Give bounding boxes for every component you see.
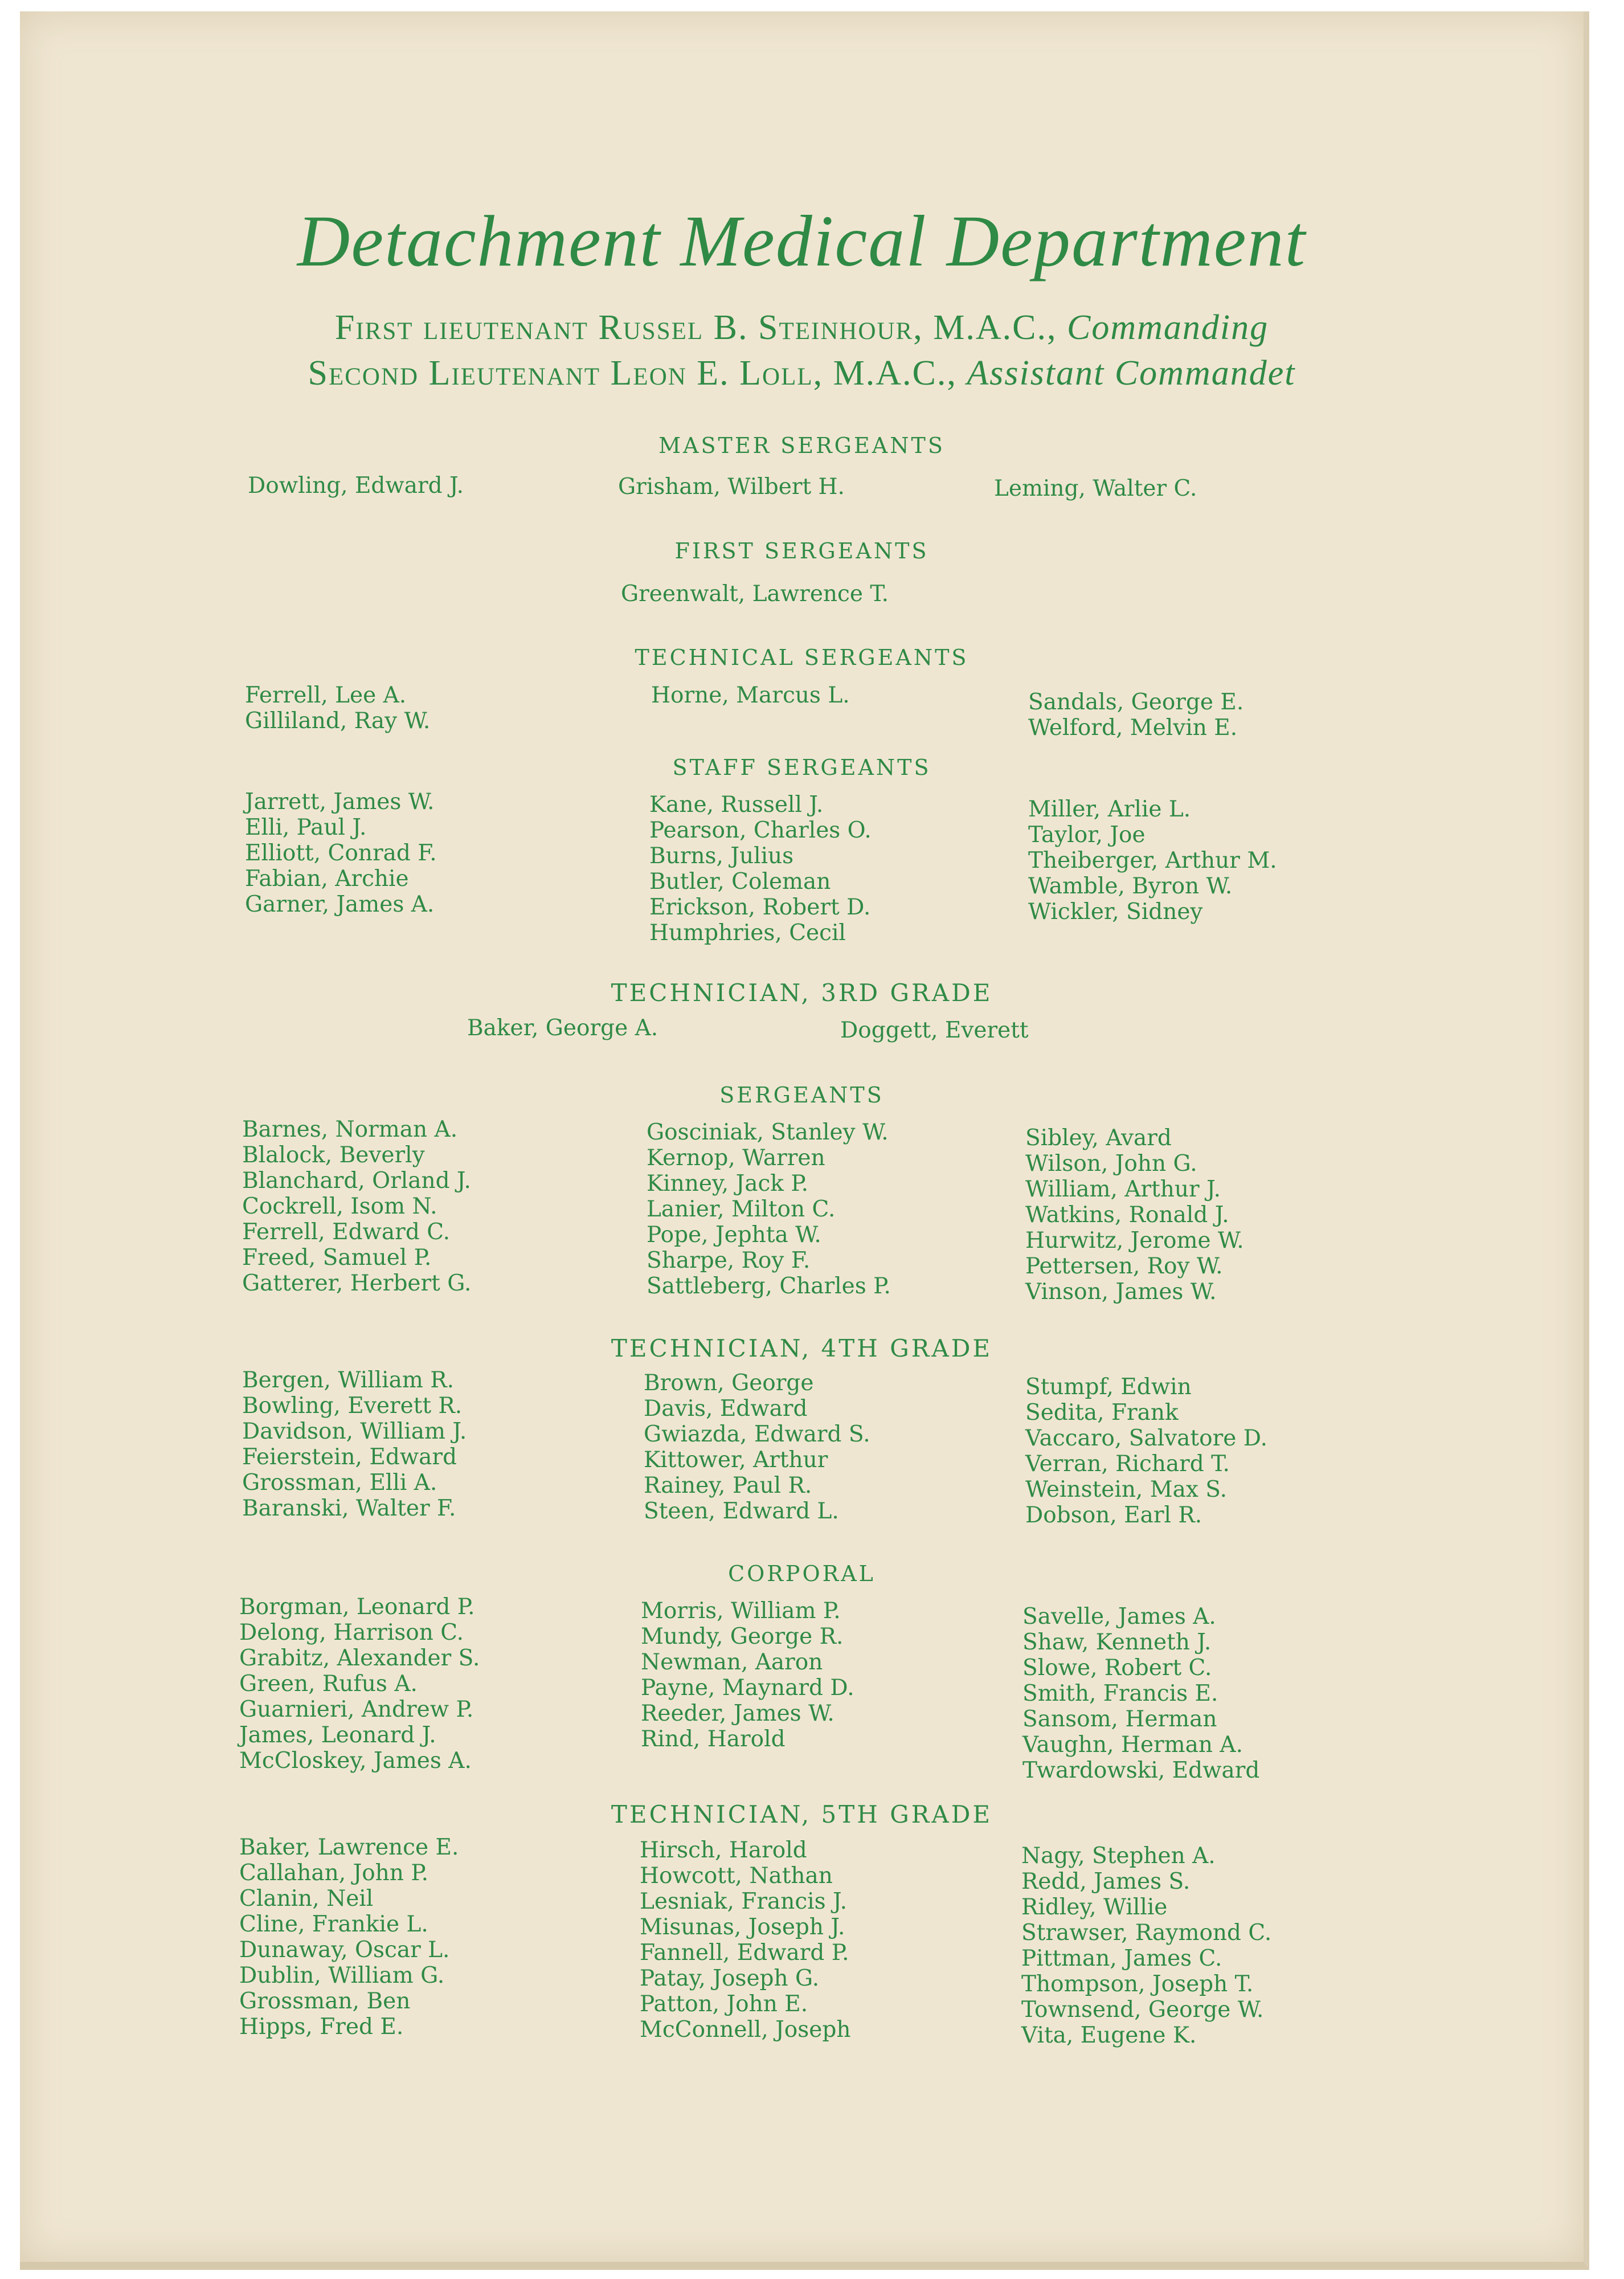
roster-name: Sattleberg, Charles P. xyxy=(647,1273,891,1299)
rank-heading-corporal: CORPORAL xyxy=(728,1561,876,1586)
roster-name: Doggett, Everett xyxy=(840,1018,1029,1043)
rank-heading-technician-4th-grade: TECHNICIAN, 4TH GRADE xyxy=(611,1334,993,1362)
roster-name: Greenwalt, Lawrence T. xyxy=(621,581,889,607)
roster-name: Horne, Marcus L. xyxy=(651,683,850,708)
roster-name: Blalock, Beverly xyxy=(242,1142,425,1168)
rank-heading-staff-sergeants: STAFF SERGEANTS xyxy=(672,755,931,780)
roster-name: Kittower, Arthur xyxy=(644,1447,828,1473)
roster-name: Welford, Melvin E. xyxy=(1028,715,1238,741)
name-column xyxy=(641,1598,854,1752)
roster-name: Patay, Joseph G. xyxy=(640,1966,820,1991)
roster-name: Wilson, John G. xyxy=(1025,1151,1197,1177)
roster-name: Verran, Richard T. xyxy=(1025,1451,1230,1477)
roster-name: Theiberger, Arthur M. xyxy=(1028,848,1277,873)
rank-heading-sergeants: SERGEANTS xyxy=(719,1083,884,1108)
roster-name: Stumpf, Edwin xyxy=(1025,1374,1192,1400)
roster-name: Dobson, Earl R. xyxy=(1025,1502,1202,1528)
name-column xyxy=(649,792,872,946)
roster-name: Vaccaro, Salvatore D. xyxy=(1025,1426,1267,1451)
roster-name: Shaw, Kenneth J. xyxy=(1022,1629,1212,1655)
roster-name: Davidson, William J. xyxy=(242,1419,467,1444)
roster-name: William, Arthur J. xyxy=(1025,1177,1221,1202)
roster-name: Grisham, Wilbert H. xyxy=(618,474,845,500)
roster-name: Erickson, Robert D. xyxy=(649,895,871,920)
roster-name: Misunas, Joseph J. xyxy=(640,1914,845,1940)
name-column xyxy=(994,476,1197,501)
roster-name: Slowe, Robert C. xyxy=(1022,1655,1212,1681)
officer-role: Assistant Commandet xyxy=(967,354,1296,393)
roster-name: Weinstein, Max S. xyxy=(1025,1477,1228,1502)
roster-name: Elli, Paul J. xyxy=(245,815,367,840)
roster-name: Borgman, Leonard P. xyxy=(239,1594,475,1620)
roster-name: Fannell, Edward P. xyxy=(640,1940,849,1966)
rank-heading-master-sergeants: MASTER SERGEANTS xyxy=(658,433,945,458)
rank-heading-technician-3rd-grade: TECHNICIAN, 3RD GRADE xyxy=(611,979,993,1007)
roster-name: Sansom, Herman xyxy=(1022,1706,1217,1732)
roster-name: Pittman, James C. xyxy=(1021,1946,1222,1971)
roster-name: Cline, Frankie L. xyxy=(239,1912,428,1937)
roster-name: Vita, Eugene K. xyxy=(1021,2023,1197,2048)
roster-name: Sibley, Avard xyxy=(1025,1125,1172,1151)
name-column xyxy=(1028,689,1243,741)
roster-name: Grabitz, Alexander S. xyxy=(239,1645,480,1671)
name-column xyxy=(1025,1125,1244,1305)
roster-name: Strawser, Raymond C. xyxy=(1021,1920,1272,1946)
roster-name: Wamble, Byron W. xyxy=(1028,873,1233,899)
roster-name: Baker, Lawrence E. xyxy=(239,1835,459,1860)
roster-name: Hipps, Fred E. xyxy=(239,2014,404,2040)
roster-name: Lanier, Milton C. xyxy=(647,1196,836,1222)
name-column xyxy=(621,581,889,607)
name-column xyxy=(242,1367,467,1521)
roster-name: Hirsch, Harold xyxy=(640,1837,807,1863)
roster-name: Townsend, George W. xyxy=(1021,1997,1264,2023)
roster-name: Pettersen, Roy W. xyxy=(1025,1253,1223,1279)
roster-name: Vinson, James W. xyxy=(1025,1279,1217,1305)
roster-name: Gosciniak, Stanley W. xyxy=(647,1120,889,1145)
roster-name: Lesniak, Francis J. xyxy=(640,1889,848,1914)
roster-name: Steen, Edward L. xyxy=(644,1498,839,1524)
commanding-officer-line xyxy=(20,308,1584,348)
roster-name: Pope, Jephta W. xyxy=(647,1222,821,1248)
roster-name: Smith, Francis E. xyxy=(1022,1681,1218,1706)
roster-name: Dowling, Edward J. xyxy=(248,473,464,499)
roster-name: Humphries, Cecil xyxy=(649,920,846,946)
name-column xyxy=(242,1117,471,1296)
roster-name: Newman, Aaron xyxy=(641,1649,823,1675)
roster-name: Fabian, Archie xyxy=(245,866,409,892)
roster-name: Callahan, John P. xyxy=(239,1860,429,1886)
name-column xyxy=(467,1015,658,1041)
roster-name: Baranski, Walter F. xyxy=(242,1496,456,1521)
name-column xyxy=(245,683,430,734)
name-column xyxy=(1028,797,1277,925)
name-column xyxy=(248,473,464,499)
roster-name: McConnell, Joseph xyxy=(640,2017,851,2043)
roster-name: Taylor, Joe xyxy=(1028,822,1146,848)
roster-name: Miller, Arlie L. xyxy=(1028,797,1191,822)
roster-name: Elliott, Conrad F. xyxy=(245,840,437,866)
roster-name: Pearson, Charles O. xyxy=(649,818,872,843)
rank-heading-first-sergeants: FIRST SERGEANTS xyxy=(674,538,929,563)
officer-name: First lieutenant Russel B. Steinhour, M.A.C., xyxy=(334,308,1057,347)
roster-name: Brown, George xyxy=(644,1370,814,1396)
roster-name: Morris, William P. xyxy=(641,1598,841,1624)
roster-name: Guarnieri, Andrew P. xyxy=(239,1697,474,1722)
roster-name: Vaughn, Herman A. xyxy=(1022,1732,1243,1758)
name-column xyxy=(644,1370,870,1524)
roster-name: Ridley, Willie xyxy=(1021,1894,1168,1920)
roster-name: Bergen, William R. xyxy=(242,1367,455,1393)
name-column xyxy=(647,1120,891,1299)
roster-name: Wickler, Sidney xyxy=(1028,899,1203,925)
roster-name: Ferrell, Edward C. xyxy=(242,1219,451,1245)
roster-name: Freed, Samuel P. xyxy=(242,1245,432,1271)
roster-name: Thompson, Joseph T. xyxy=(1021,1971,1254,1997)
roster-name: Garner, James A. xyxy=(245,892,435,917)
page-title: Detachment Medical Department xyxy=(297,201,1307,281)
roster-name: Bowling, Everett R. xyxy=(242,1393,463,1419)
rank-heading-technician-5th-grade: TECHNICIAN, 5TH GRADE xyxy=(611,1800,993,1828)
roster-name: Burns, Julius xyxy=(649,843,794,869)
roster-name: Gatterer, Herbert G. xyxy=(242,1271,472,1296)
roster-name: Gwiazda, Edward S. xyxy=(644,1422,870,1447)
roster-name: James, Leonard J. xyxy=(239,1722,436,1748)
name-column xyxy=(1025,1374,1267,1528)
name-column xyxy=(239,1835,459,2040)
name-column xyxy=(840,1018,1029,1043)
name-column xyxy=(1022,1604,1259,1783)
roster-name: Mundy, George R. xyxy=(641,1624,844,1649)
roster-name: Davis, Edward xyxy=(644,1396,808,1422)
roster-name: Sharpe, Roy F. xyxy=(647,1248,811,1273)
roster-name: Grossman, Ben xyxy=(239,1988,411,2014)
roster-name: Redd, James S. xyxy=(1021,1869,1191,1894)
roster-name: Blanchard, Orland J. xyxy=(242,1168,471,1194)
roster-name: Leming, Walter C. xyxy=(994,476,1197,501)
assistant-officer-line xyxy=(20,353,1584,394)
roster-name: Jarrett, James W. xyxy=(245,789,435,815)
name-column xyxy=(1021,1843,1271,2048)
roster-name: Baker, George A. xyxy=(467,1015,658,1041)
rank-heading-technical-sergeants: TECHNICAL SERGEANTS xyxy=(635,645,969,670)
roster-name: Cockrell, Isom N. xyxy=(242,1194,437,1219)
roster-name: Dunaway, Oscar L. xyxy=(239,1937,450,1963)
roster-name: Kinney, Jack P. xyxy=(647,1171,809,1196)
name-column xyxy=(239,1594,480,1774)
roster-name: Dublin, William G. xyxy=(239,1963,445,1988)
officer-role: Commanding xyxy=(1067,308,1269,347)
roster-name: Kane, Russell J. xyxy=(649,792,824,818)
roster-name: Reeder, James W. xyxy=(641,1701,835,1726)
roster-name: McCloskey, James A. xyxy=(239,1748,472,1774)
roster-name: Gilliland, Ray W. xyxy=(245,708,431,734)
roster-name: Nagy, Stephen A. xyxy=(1021,1843,1216,1869)
roster-name: Grossman, Elli A. xyxy=(242,1470,437,1496)
roster-name: Savelle, James A. xyxy=(1022,1604,1216,1629)
roster-name: Rind, Harold xyxy=(641,1726,786,1752)
roster-name: Watkins, Ronald J. xyxy=(1025,1202,1229,1228)
roster-name: Feierstein, Edward xyxy=(242,1444,457,1470)
roster-name: Delong, Harrison C. xyxy=(239,1620,464,1645)
roster-name: Kernop, Warren xyxy=(647,1145,825,1171)
name-column xyxy=(640,1837,850,2043)
name-column xyxy=(651,683,850,708)
roster-name: Rainey, Paul R. xyxy=(644,1473,812,1498)
roster-name: Barnes, Norman A. xyxy=(242,1117,458,1142)
officer-name: Second Lieutenant Leon E. Loll, M.A.C., xyxy=(308,354,957,393)
roster-name: Sandals, George E. xyxy=(1028,689,1244,715)
roster-name: Butler, Coleman xyxy=(649,869,831,895)
name-column xyxy=(245,789,437,917)
roster-name: Patton, John E. xyxy=(640,1991,808,2017)
roster-name: Sedita, Frank xyxy=(1025,1400,1179,1426)
roster-name: Hurwitz, Jerome W. xyxy=(1025,1228,1244,1253)
roster-name: Twardowski, Edward xyxy=(1022,1758,1260,1783)
name-column xyxy=(618,474,845,500)
roster-name: Howcott, Nathan xyxy=(640,1863,833,1889)
roster-name: Clanin, Neil xyxy=(239,1886,374,1912)
roster-name: Payne, Maynard D. xyxy=(641,1675,854,1701)
roster-name: Ferrell, Lee A. xyxy=(245,683,407,708)
document-page xyxy=(20,11,1589,2270)
roster-name: Green, Rufus A. xyxy=(239,1671,418,1697)
